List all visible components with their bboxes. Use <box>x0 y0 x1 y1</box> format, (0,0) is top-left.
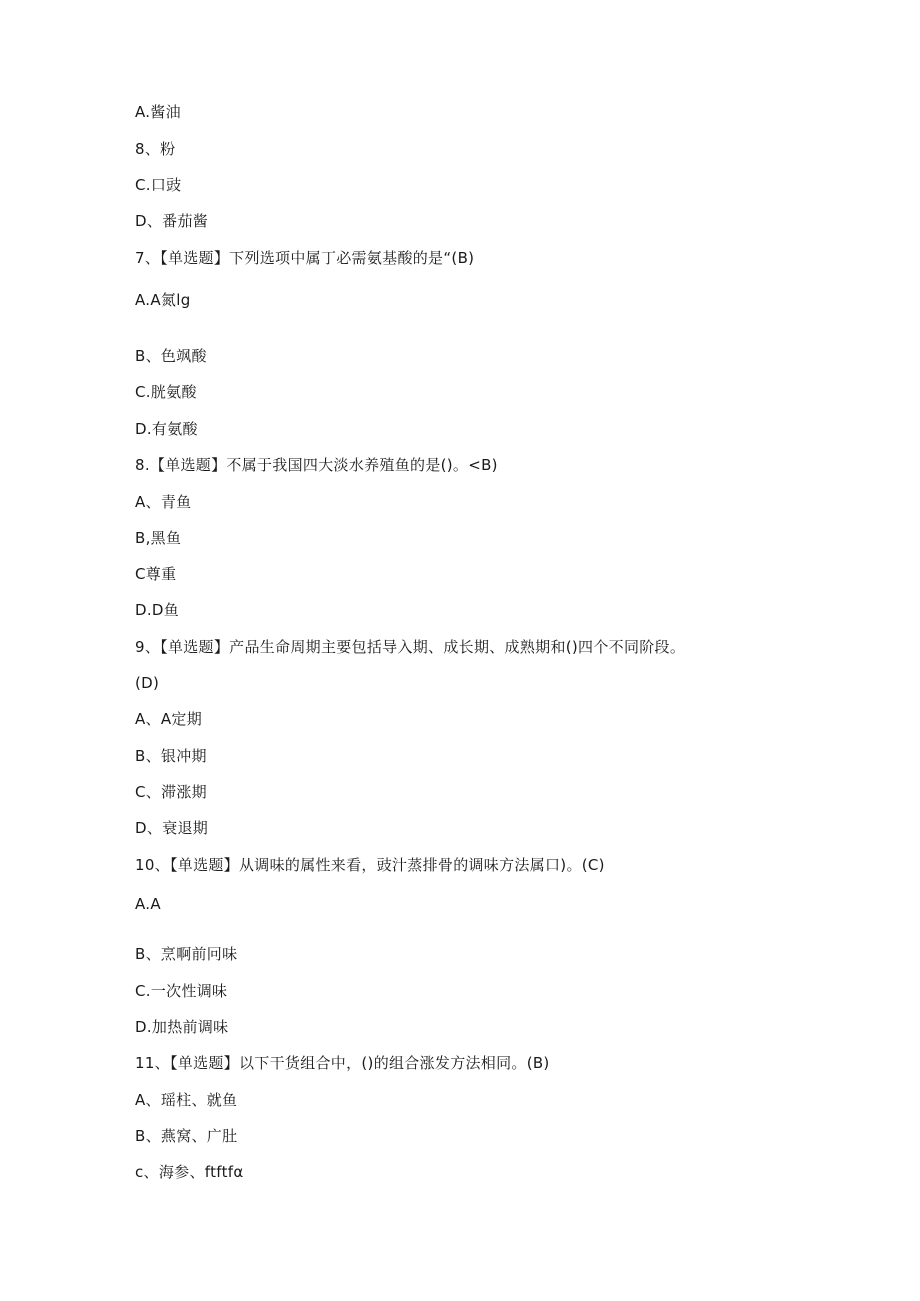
option-line: B、燕窝、广肚 <box>135 1127 238 1145</box>
option-line: C尊重 <box>135 565 177 583</box>
option-line: B、色飒酸 <box>135 347 207 365</box>
option-line: c、海参、ftftfα <box>135 1163 244 1181</box>
option-line: A、瑶柱、就鱼 <box>135 1091 238 1109</box>
question-line: 11、【单选题】以下干货组合中，()的组合涨发方法相同。(B) <box>135 1054 550 1072</box>
option-line: C.口豉 <box>135 176 182 194</box>
option-line: D.有氨酸 <box>135 420 198 438</box>
option-line: A、A定期 <box>135 710 203 728</box>
option-line: D、番茄酱 <box>135 212 209 230</box>
question-line: 7、【单选题】下列选项中属丁必需氨基酸的是“(B) <box>135 249 475 267</box>
option-line: B、烹啊前冋味 <box>135 945 238 963</box>
answer-line: (D) <box>135 674 160 692</box>
option-line: A.A <box>135 895 161 913</box>
option-line: A.A氮lg <box>135 291 191 309</box>
option-line: D、衰退期 <box>135 819 209 837</box>
question-line: 8.【单选题】不属于我国四大淡水养殖鱼的是()。<B) <box>135 456 498 474</box>
question-line: 10、【单选题】从调味的属性来看，豉汁蒸排骨的调味方法属口)。(C) <box>135 856 605 874</box>
option-line: 8、粉 <box>135 140 176 158</box>
option-line: B,黑鱼 <box>135 529 182 547</box>
option-line: A.酱油 <box>135 103 181 121</box>
question-line: 9、【单选题】产品生命周期主要包括导入期、成长期、成熟期和()四个不同阶段。 <box>135 638 686 656</box>
option-line: C.一次性调味 <box>135 982 228 1000</box>
option-line: A、青鱼 <box>135 493 192 511</box>
option-line: B、银冲期 <box>135 747 207 765</box>
option-line: D.D鱼 <box>135 601 180 619</box>
option-line: D.加热前调味 <box>135 1018 229 1036</box>
option-line: C、滞涨期 <box>135 783 207 801</box>
option-line: C.胱氨酸 <box>135 383 197 401</box>
